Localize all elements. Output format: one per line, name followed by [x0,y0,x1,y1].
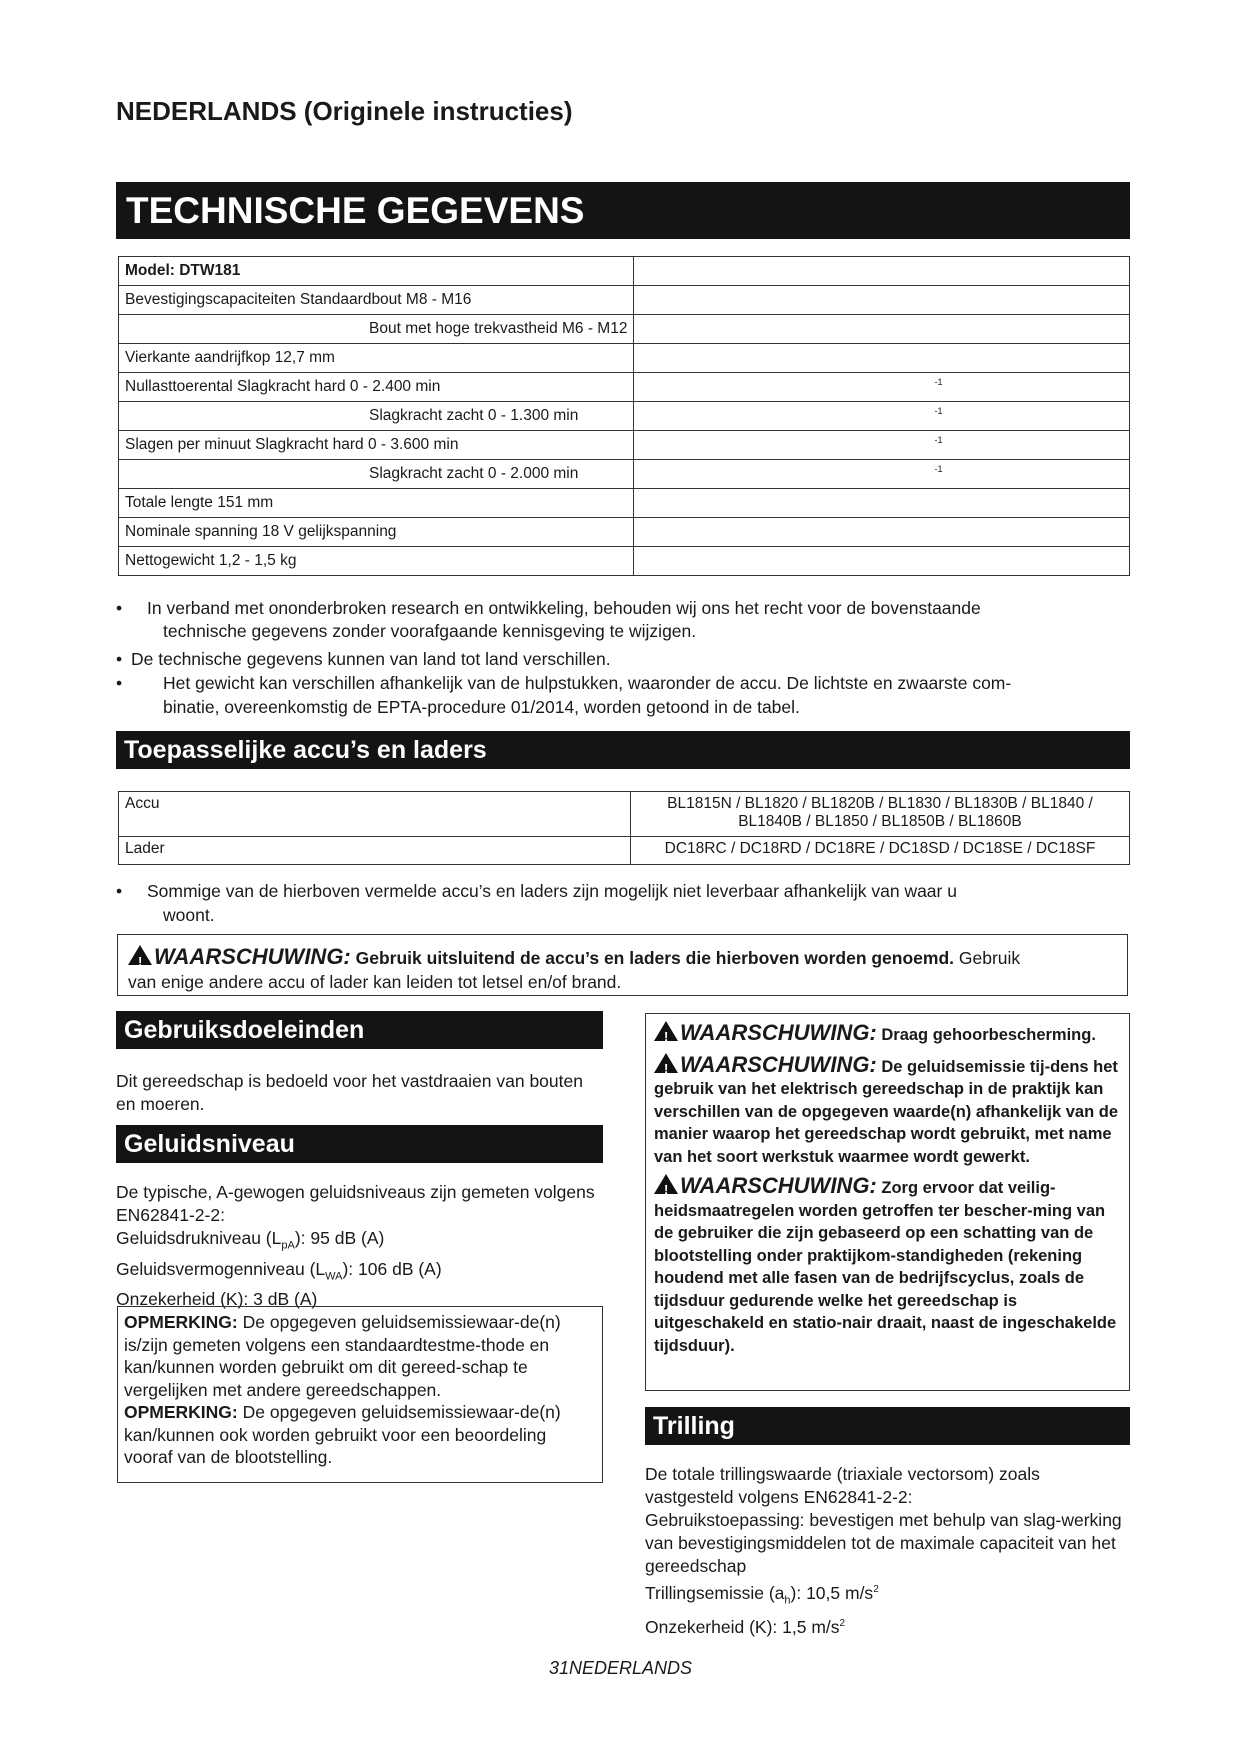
page-footer: 31NEDERLANDS [548,1658,693,1678]
table-row [119,257,1130,286]
unit-superscript: -1 [934,377,943,387]
noise-note: OPMERKING: De opgegeven geluidsemissiewaar-de(n) kan/kunnen ook worden gebruikt voor een beoordeling vooraf van de blootstelling. [124,1402,561,1467]
table-row [119,344,1130,373]
note-line: binatie, overeenkomstig de EPTA-procedure 01/2014, worden getoond in de tabel. [163,697,800,717]
tech-heading: TECHNISCHE GEGEVENS [116,182,1130,239]
bullet-dot: • [116,649,123,669]
note-line: technische gegevens zonder voorafgaande kennisgeving te wijzigen. [163,621,697,641]
warning-icon [654,1021,678,1041]
spec-capacity-standard: Bevestigingscapaciteiten Standaardbout M8 - M16 [119,286,634,315]
bullet-dot: • [116,673,123,693]
warning-item: !WAARSCHUWING: Draag gehoorbescherming. [654,1021,1121,1047]
spec-impacts-hard: Slagen per minuut Slagkracht hard 0 - 3.600 min [119,431,634,460]
warning-label: WAARSCHUWING: [154,944,351,969]
bullet-dot: • [116,881,123,901]
spec-voltage: Nominale spanning 18 V gelijkspanning [119,518,634,547]
table-row [119,402,1130,431]
table-row [119,518,1130,547]
noise-uncertainty: Onzekerheid (K): 3 dB (A) [116,1289,318,1309]
language-title: NEDERLANDS (Originele instructies) [116,96,573,126]
note-line: Sommige van de hierboven vermelde accu’s en laders zijn mogelijk niet leverbaar afhankelijk van waar u [147,881,957,901]
spec-weight: Nettogewicht 1,2 - 1,5 kg [119,547,634,576]
vibration-emission: Trillingsemissie $(a_h)$: 10,5 $m/s^2$ [645,1582,879,1607]
spec-impacts-soft: Slagkracht zacht 0 - 2.000 min [119,460,634,489]
spec-square-drive: Vierkante aandrijfkop 12,7 mm [119,344,634,373]
note-line: De technische gegevens kunnen van land tot land verschillen. [131,649,611,669]
warning-icon [654,1053,678,1073]
spec-length: Totale lengte 151 mm [119,489,634,518]
table-row [119,837,1130,865]
noise-intro: De typische, A-gewogen geluidsniveaus zijn gemeten volgens EN62841-2-2: [116,1182,595,1225]
spec-table [118,256,1130,576]
note-line: In verband met ononderbroken research en ontwikkeling, behouden wij ons het recht voor de bovenstaande [147,598,981,618]
spec-capacity-high: Bout met hoge trekvastheid M6 - M12 [119,315,634,344]
bullet-dot: • [116,598,123,618]
noise-heading: Geluidsniveau [116,1125,603,1163]
warning-bold-text: Gebruik uitsluitend de accu’s en laders die hierboven worden genoemd. [355,948,955,968]
unit-superscript: -1 [934,435,943,445]
warning-item: !WAARSCHUWING: De geluidsemissie tij-dens het gebruik van het elektrisch gereedschap in de praktijk kan verschillen van de opgegeven waarde(n) afhankelijk van de manier waarop het gereedschap wordt gebruikt, met name van het soort werkstuk waarmee wordt gewerkt. [654,1053,1121,1169]
noise-warning-box [645,1013,1130,1391]
noise-note: OPMERKING: De opgegeven geluidsemissiewaar-de(n) is/zijn gemeten volgens een standaardtestme-thode en kan/kunnen worden gebruikt om dit gereed-schap te vergelijken met andere gereedschappen. [124,1312,561,1400]
table-row [119,286,1130,315]
accu-label: Accu [119,792,631,837]
battery-table [118,791,1130,865]
unit-superscript: -1 [934,406,943,416]
intended-use-text: Dit gereedschap is bedoeld voor het vastdraaien van bouten en moeren. [116,1071,583,1114]
table-row [119,547,1130,576]
noise-note-box [117,1306,603,1483]
accu-value: BL1815N / BL1820 / BL1820B / BL1830 / BL1830B / BL1840 / BL1840B / BL1850 / BL1850B / BL1860B [631,792,1130,837]
table-row [119,315,1130,344]
table-row [119,792,1130,837]
table-row [119,489,1130,518]
note-line: woont. [163,905,215,925]
warning-text: van enige andere accu of lader kan leiden tot letsel en/of brand. [128,972,622,992]
table-row [119,431,1130,460]
table-row [119,460,1130,489]
vibration-intro: De totale trillingswaarde (triaxiale vectorsom) zoals vastgesteld volgens EN62841-2-2: [645,1464,1040,1507]
spec-model: Model: DTW181 [119,257,634,286]
lader-value: DC18RC / DC18RD / DC18RE / DC18SD / DC18SE / DC18SF [631,837,1130,865]
warning-text: Gebruik [958,948,1021,968]
warning-box-batteries [117,934,1128,996]
lader-label: Lader [119,837,631,865]
intended-use-heading: Gebruiksdoeleinden [116,1011,603,1049]
spec-no-load-soft: Slagkracht zacht 0 - 1.300 min [119,402,634,431]
noise-pressure: Geluidsdrukniveau $(L_{pA})$: 95 dB (A) [116,1228,385,1252]
warning-icon [128,945,152,965]
noise-info [116,1181,606,1311]
vibration-heading: Trilling [645,1407,1130,1445]
vibration-uncertainty: Onzekerheid (K): 1,5 $m/s^2$ [645,1617,846,1638]
batteries-heading: Toepasselijke accu’s en laders [116,731,1130,769]
spec-no-load-hard: Nullasttoerental Slagkracht hard 0 - 2.400 min [119,373,634,402]
unit-superscript: -1 [934,464,943,474]
vibration-info [645,1463,1130,1639]
note-line: Het gewicht kan verschillen afhankelijk van de hulpstukken, waaronder de accu. De lichtste en zwaarste com- [163,673,1012,693]
noise-power: Geluidsvermogenniveau $(L_{WA})$: 106 dB (A) [116,1258,442,1282]
spec-cell-empty [634,257,1130,286]
warning-icon [654,1174,678,1194]
warning-item: !WAARSCHUWING: Zorg ervoor dat veilig-heidsmaatregelen worden getroffen ter bescher-ming van de gebruiker die zijn gebaseerd op een schatting van de blootstelling onder praktijkom-standigheden (rekening houdend met alle fasen van de bedrijfscyclus, zoals de tijdsduur gedurende welke het gereedschap is uitgeschakeld en statio-nair draait, naast de ingeschakelde tijdsduur). [654,1174,1121,1357]
vibration-application: Gebruikstoepassing: bevestigen met behulp van slag-werking van bevestigingsmiddelen tot de maximale capaciteit van het gereedschap [645,1510,1122,1576]
table-row [119,373,1130,402]
